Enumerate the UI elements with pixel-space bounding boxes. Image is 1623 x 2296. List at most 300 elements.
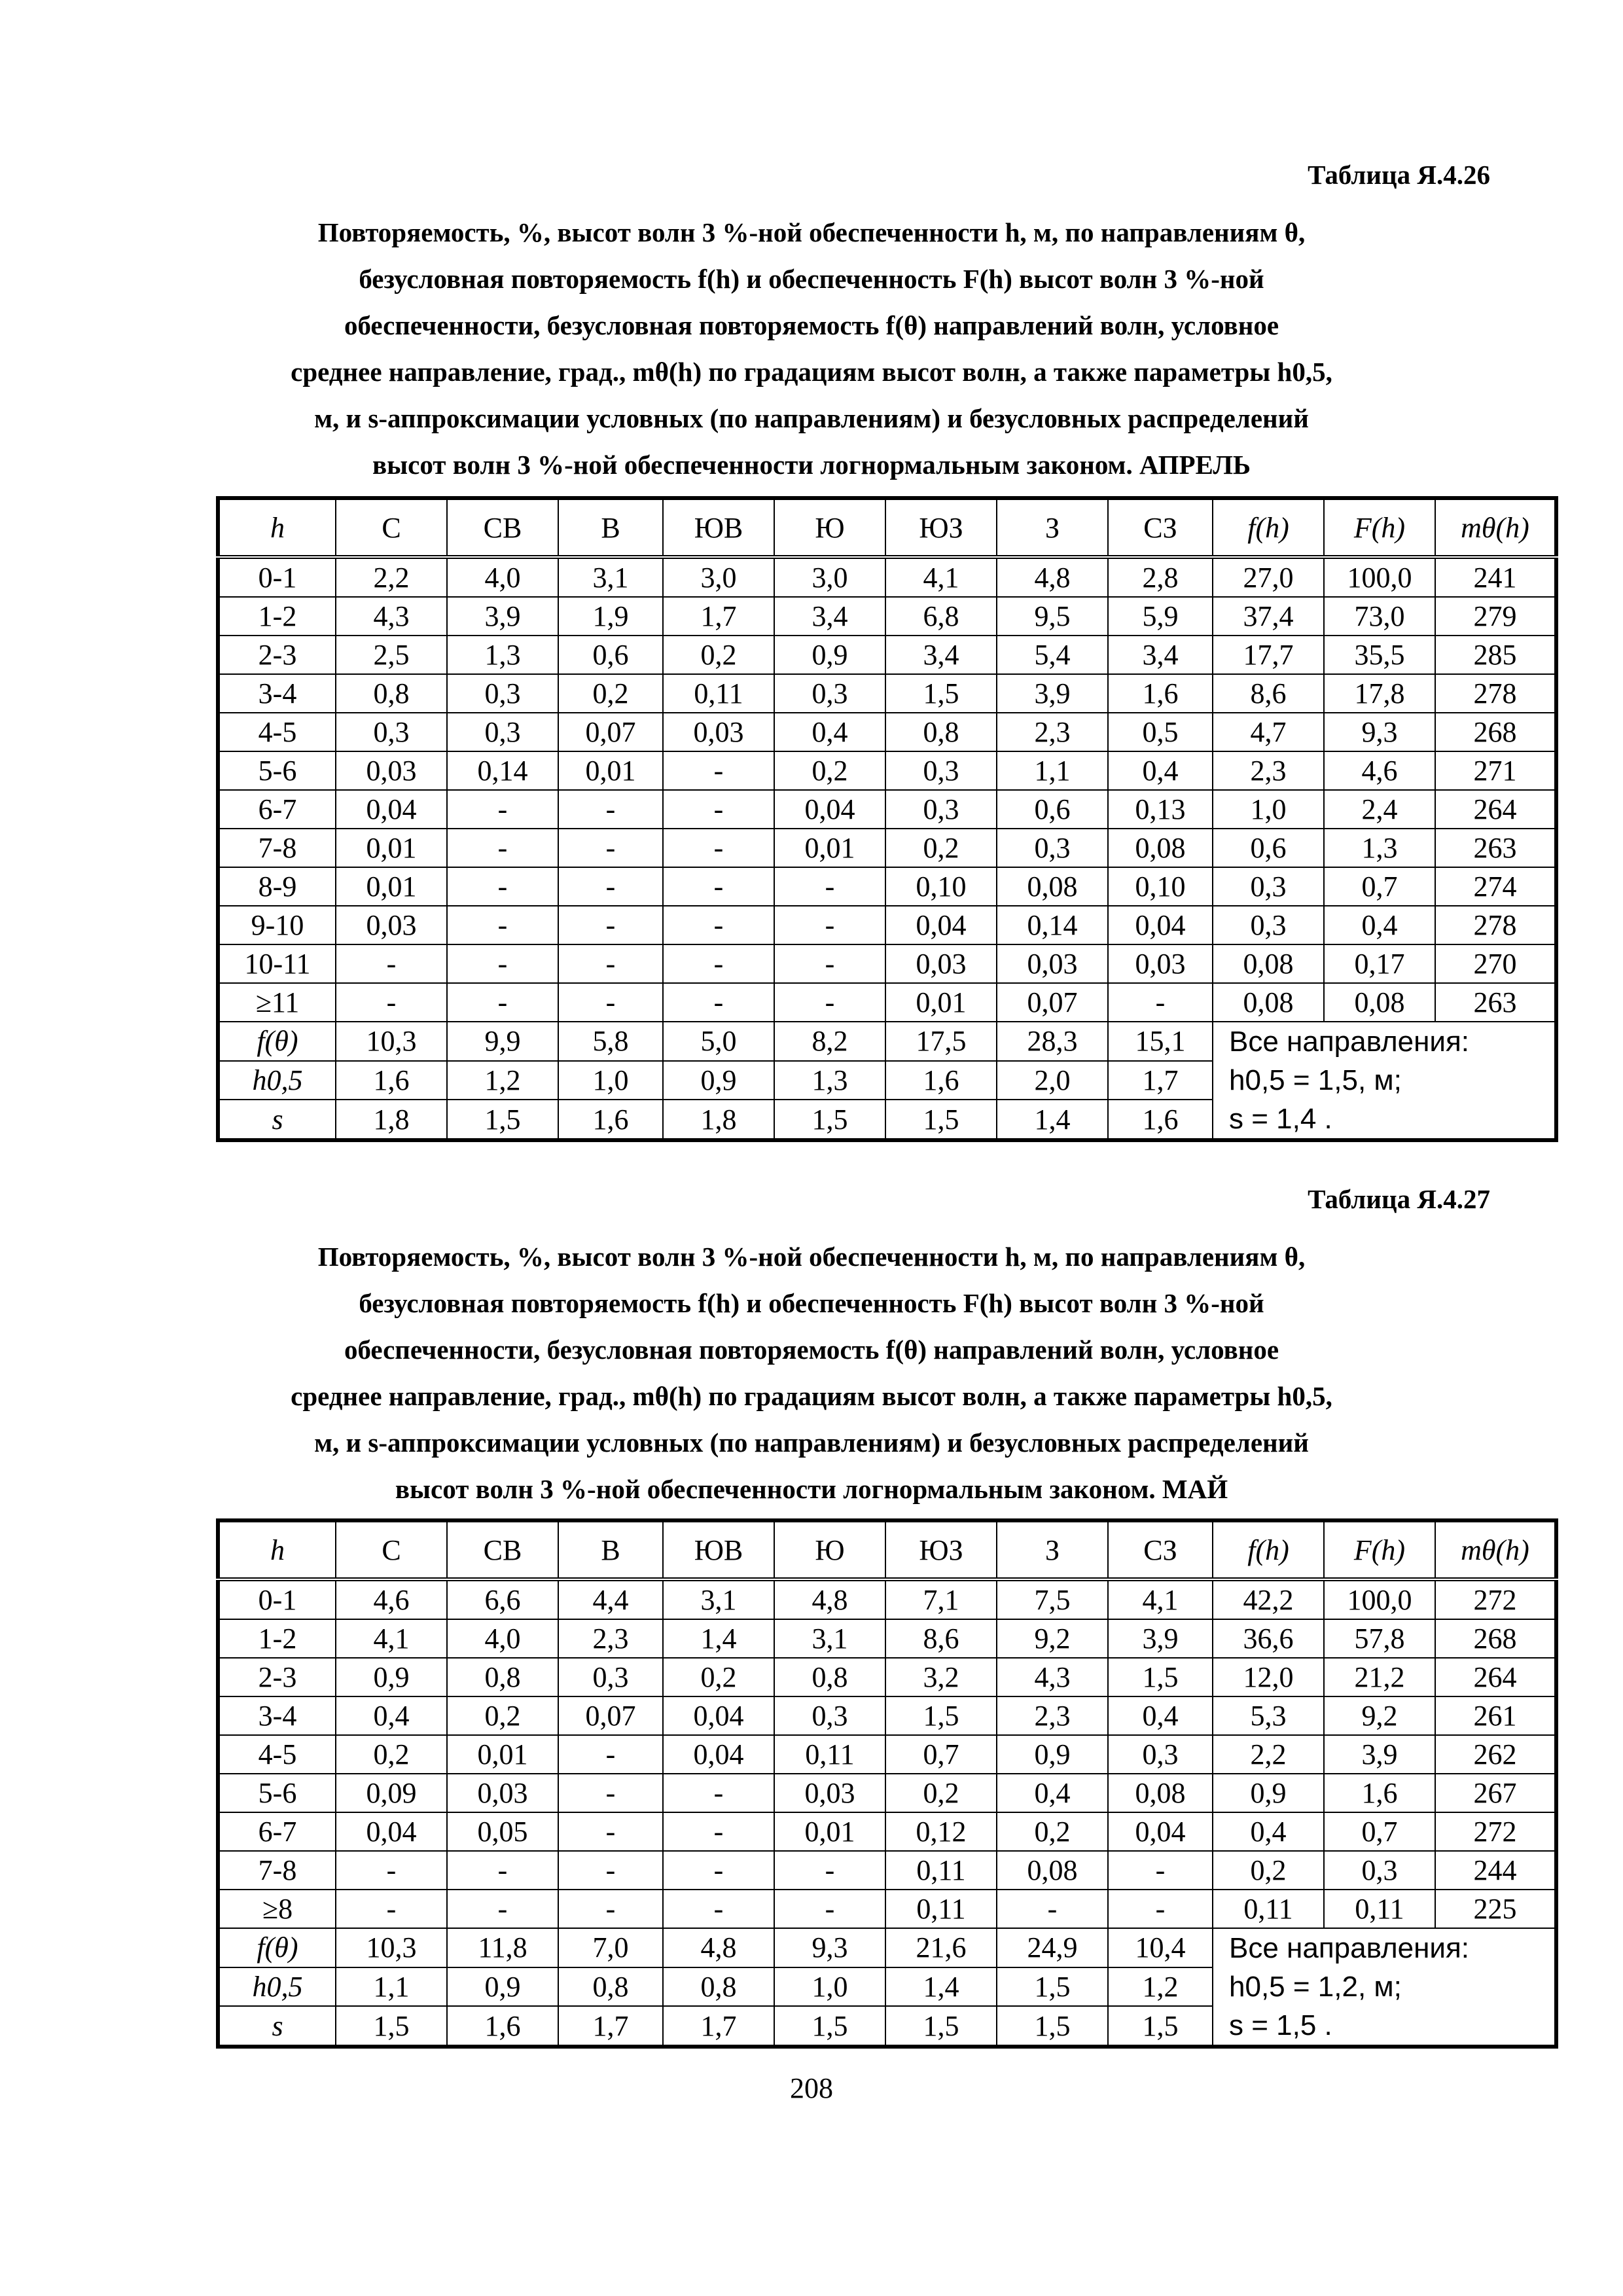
table-cell: 0,2 (558, 674, 663, 713)
table-cell: 0,11 (885, 1851, 997, 1890)
table-cell: 0,9 (997, 1735, 1108, 1774)
table-row (218, 674, 1556, 713)
table-cell: 0,3 (885, 790, 997, 829)
table-cell: - (336, 1851, 447, 1890)
table-cell: 3,4 (1108, 636, 1213, 674)
table-cell: 1,6 (885, 1061, 997, 1100)
table-cell: 0,9 (663, 1061, 774, 1100)
column-header: Ю (774, 1520, 885, 1579)
table-cell: 1,1 (997, 751, 1108, 790)
table-row (218, 944, 1556, 983)
table-cell: - (558, 944, 663, 983)
column-header: F(h) (1324, 498, 1435, 557)
table-cell: 263 (1435, 983, 1556, 1022)
table-cell: 0,01 (447, 1735, 558, 1774)
table-cell: 0,07 (997, 983, 1108, 1022)
column-header: mθ(h) (1435, 1520, 1556, 1579)
row-label: ≥11 (218, 983, 336, 1022)
table-cell: 270 (1435, 944, 1556, 983)
table-caption-1 (196, 209, 1427, 488)
table-cell: - (774, 906, 885, 944)
table-cell: 0,3 (1108, 1735, 1213, 1774)
table-cell: 0,11 (1324, 1890, 1435, 1928)
table-cell: 3,0 (663, 557, 774, 597)
table-cell: 0,01 (774, 1812, 885, 1851)
table-cell: - (558, 1735, 663, 1774)
table-cell: 0,03 (447, 1774, 558, 1812)
table-cell: 0,10 (1108, 867, 1213, 906)
table-cell: 1,5 (885, 1100, 997, 1140)
table-cell: - (558, 790, 663, 829)
table-cell: 0,3 (1213, 906, 1324, 944)
table-cell: 267 (1435, 1774, 1556, 1812)
table-cell: - (447, 790, 558, 829)
table-cell: 4,8 (997, 557, 1108, 597)
table-cell: 24,9 (997, 1928, 1108, 1967)
column-header: ЮВ (663, 498, 774, 557)
table-cell: 1,3 (774, 1061, 885, 1100)
row-label: 6-7 (218, 790, 336, 829)
table-cell: - (1108, 1851, 1213, 1890)
table-cell: 0,4 (1213, 1812, 1324, 1851)
table-cell: 9,3 (774, 1928, 885, 1967)
table-cell: 0,14 (997, 906, 1108, 944)
table-cell: - (663, 906, 774, 944)
table-cell: 3,0 (774, 557, 885, 597)
row-label: 3-4 (218, 674, 336, 713)
table-cell: 3,4 (774, 597, 885, 636)
table-cell: - (663, 983, 774, 1022)
table-cell: 0,2 (447, 1696, 558, 1735)
table-cell: 1,6 (1108, 1100, 1213, 1140)
column-header: F(h) (1324, 1520, 1435, 1579)
table-cell: 3,9 (997, 674, 1108, 713)
table-cell: 244 (1435, 1851, 1556, 1890)
table-cell: 2,3 (997, 1696, 1108, 1735)
row-label: 0-1 (218, 557, 336, 597)
table-cell: 241 (1435, 557, 1556, 597)
table-cell: 0,01 (336, 829, 447, 867)
table-cell: 1,5 (885, 1696, 997, 1735)
row-label: h0,5 (218, 1967, 336, 2007)
table-cell: 0,04 (336, 790, 447, 829)
table-row (218, 1812, 1556, 1851)
table-cell: 0,9 (774, 636, 885, 674)
table-cell: 1,3 (447, 636, 558, 674)
table-cell: 1,6 (1108, 674, 1213, 713)
table-cell: 4,4 (558, 1579, 663, 1619)
row-label: 5-6 (218, 751, 336, 790)
row-label: 2-3 (218, 636, 336, 674)
table-cell: 100,0 (1324, 1579, 1435, 1619)
table-cell: 3,9 (447, 597, 558, 636)
table-cell: 3,9 (1108, 1619, 1213, 1658)
table-cell: 1,0 (558, 1061, 663, 1100)
all-directions-line: h0,5 = 1,5, м; (1229, 1064, 1402, 1096)
column-header: СВ (447, 1520, 558, 1579)
table-cell: 0,10 (885, 867, 997, 906)
table-cell: 4,8 (774, 1579, 885, 1619)
table-cell: 35,5 (1324, 636, 1435, 674)
table-cell: 9,9 (447, 1022, 558, 1061)
table-cell: 0,17 (1324, 944, 1435, 983)
table-cell: - (663, 751, 774, 790)
table-cell: - (1108, 1890, 1213, 1928)
table-cell: 3,2 (885, 1658, 997, 1696)
table-cell: 0,07 (558, 713, 663, 751)
row-label: 9-10 (218, 906, 336, 944)
table-cell: 0,03 (336, 906, 447, 944)
table-cell: - (774, 867, 885, 906)
table-cell: 0,01 (885, 983, 997, 1022)
table-cell: 9,5 (997, 597, 1108, 636)
table-cell: 0,2 (336, 1735, 447, 1774)
caption-line: среднее направление, град., mθ(h) по градациям высот волн, а также параметры h0,5, (291, 1381, 1332, 1411)
caption-line: Повторяемость, %, высот волн 3 %-ной обеспеченности h, м, по направлениям θ, (317, 1242, 1306, 1272)
row-label: 5-6 (218, 1774, 336, 1812)
table-cell: 271 (1435, 751, 1556, 790)
table-cell: - (663, 790, 774, 829)
caption-line: Повторяемость, %, высот волн 3 %-ной обеспеченности h, м, по направлениям θ, (317, 217, 1306, 247)
row-label: h0,5 (218, 1061, 336, 1100)
table-cell: - (447, 829, 558, 867)
row-label: 3-4 (218, 1696, 336, 1735)
table-cell: 3,1 (558, 557, 663, 597)
table-cell: 0,04 (663, 1696, 774, 1735)
table-cell: 263 (1435, 829, 1556, 867)
column-header: ЮЗ (885, 498, 997, 557)
table-row (218, 636, 1556, 674)
table-cell: 0,2 (997, 1812, 1108, 1851)
table-cell: 4,3 (997, 1658, 1108, 1696)
table-cell: 1,2 (1108, 1967, 1213, 2007)
table-cell: 36,6 (1213, 1619, 1324, 1658)
table-cell: 0,08 (1324, 983, 1435, 1022)
table-cell: - (558, 829, 663, 867)
table-cell: 12,0 (1213, 1658, 1324, 1696)
table-cell: 0,08 (1213, 944, 1324, 983)
table-cell: 0,3 (774, 674, 885, 713)
table-cell: 100,0 (1324, 557, 1435, 597)
table-cell: 42,2 (1213, 1579, 1324, 1619)
table-cell: 0,7 (885, 1735, 997, 1774)
table-cell: 8,6 (885, 1619, 997, 1658)
table-cell: 278 (1435, 906, 1556, 944)
table-cell: 5,8 (558, 1022, 663, 1061)
table-cell: 10,3 (336, 1022, 447, 1061)
all-directions-line: Все направления: (1229, 1026, 1470, 1058)
table-cell: 1,6 (447, 2006, 558, 2047)
table-cell: 0,9 (447, 1967, 558, 2007)
table-cell: 1,5 (1108, 1658, 1213, 1696)
table-cell: 2,3 (997, 713, 1108, 751)
table-cell: - (558, 983, 663, 1022)
table-cell: 0,3 (336, 713, 447, 751)
table-row (218, 906, 1556, 944)
table-cell: 0,6 (997, 790, 1108, 829)
table-cell: 268 (1435, 713, 1556, 751)
table-cell: - (663, 829, 774, 867)
table-cell: 8,6 (1213, 674, 1324, 713)
column-header: f(h) (1213, 498, 1324, 557)
table-cell: 4,0 (447, 1619, 558, 1658)
table-cell: 0,8 (774, 1658, 885, 1696)
table-cell: 0,04 (1108, 1812, 1213, 1851)
caption-line: безусловная повторяемость f(h) и обеспеченность F(h) высот волн 3 %-ной (359, 1288, 1264, 1318)
table-cell: 1,0 (774, 1967, 885, 2007)
row-label: 2-3 (218, 1658, 336, 1696)
column-header: С (336, 498, 447, 557)
table-cell: - (447, 1890, 558, 1928)
table-cell: 1,3 (1324, 829, 1435, 867)
table-cell: 17,8 (1324, 674, 1435, 713)
row-label: 0-1 (218, 1579, 336, 1619)
table-cell: 1,5 (774, 1100, 885, 1140)
row-label: s (218, 2006, 336, 2047)
table-cell: 1,2 (447, 1061, 558, 1100)
f-theta-row (218, 1928, 1556, 1967)
table-cell: 10,4 (1108, 1928, 1213, 1967)
table-cell: 0,9 (336, 1658, 447, 1696)
table-row (218, 1735, 1556, 1774)
table-row (218, 867, 1556, 906)
caption-line: высот волн 3 %-ной обеспеченности логнормальным законом. МАЙ (395, 1474, 1228, 1504)
table-cell: 0,08 (1213, 983, 1324, 1022)
table-cell: 0,03 (1108, 944, 1213, 983)
table-cell: 21,6 (885, 1928, 997, 1967)
all-directions-line: h0,5 = 1,2, м; (1229, 1971, 1402, 2003)
data-table-1 (216, 496, 1558, 1142)
table-cell: 0,12 (885, 1812, 997, 1851)
table-row (218, 1619, 1556, 1658)
table-cell: 9,3 (1324, 713, 1435, 751)
table-row (218, 1774, 1556, 1812)
table-cell: 1,5 (885, 2006, 997, 2047)
column-header: ЮВ (663, 1520, 774, 1579)
table-cell: - (336, 944, 447, 983)
table-cell: 1,7 (663, 2006, 774, 2047)
table-cell: - (663, 1812, 774, 1851)
table-cell: 27,0 (1213, 557, 1324, 597)
caption-line: обеспеченности, безусловная повторяемость f(θ) направлений волн, условное (344, 1335, 1279, 1365)
table-cell: 0,7 (1324, 867, 1435, 906)
table-cell: 4,8 (663, 1928, 774, 1967)
table-cell: - (663, 944, 774, 983)
table-cell: - (663, 1890, 774, 1928)
table-cell: 268 (1435, 1619, 1556, 1658)
table-cell: 3,1 (774, 1619, 885, 1658)
row-label: 7-8 (218, 829, 336, 867)
caption-line: высот волн 3 %-ной обеспеченности логнормальным законом. АПРЕЛЬ (372, 450, 1251, 480)
column-header: Ю (774, 498, 885, 557)
table-cell: 0,4 (997, 1774, 1108, 1812)
column-header: h (218, 1520, 336, 1579)
table-cell: 8,2 (774, 1022, 885, 1061)
column-header: В (558, 498, 663, 557)
table-cell: - (663, 1851, 774, 1890)
column-header: СЗ (1108, 498, 1213, 557)
table-cell: 0,3 (447, 674, 558, 713)
table-cell: 73,0 (1324, 597, 1435, 636)
f-theta-row (218, 1022, 1556, 1061)
table-row (218, 829, 1556, 867)
table-cell: 0,3 (997, 829, 1108, 867)
column-header: h (218, 498, 336, 557)
table-cell: - (447, 867, 558, 906)
column-header: СВ (447, 498, 558, 557)
table-cell: 3,4 (885, 636, 997, 674)
table-row (218, 713, 1556, 751)
table-cell: 0,3 (558, 1658, 663, 1696)
table-cell: 0,01 (774, 829, 885, 867)
row-label: 1-2 (218, 1619, 336, 1658)
row-label: f(θ) (218, 1928, 336, 1967)
row-label: ≥8 (218, 1890, 336, 1928)
table-cell: 264 (1435, 790, 1556, 829)
table-cell: 0,01 (558, 751, 663, 790)
table-row (218, 1658, 1556, 1696)
table-cell: - (774, 1890, 885, 1928)
table-cell: 3,9 (1324, 1735, 1435, 1774)
table-cell: - (447, 906, 558, 944)
table-cell: 1,1 (336, 1967, 447, 2007)
row-label: 4-5 (218, 713, 336, 751)
table-cell: 9,2 (997, 1619, 1108, 1658)
table-cell: 4,1 (336, 1619, 447, 1658)
table-cell: 1,7 (1108, 1061, 1213, 1100)
table-cell: 0,04 (885, 906, 997, 944)
table-cell: 0,08 (997, 1851, 1108, 1890)
table-cell: - (558, 1774, 663, 1812)
table-cell: 5,9 (1108, 597, 1213, 636)
column-header: ЮЗ (885, 1520, 997, 1579)
table-cell: - (558, 1890, 663, 1928)
table-cell: 0,11 (1213, 1890, 1324, 1928)
data-table-2 (216, 1518, 1558, 2049)
caption-line: безусловная повторяемость f(h) и обеспеченность F(h) высот волн 3 %-ной (359, 264, 1264, 294)
table-cell: 1,0 (1213, 790, 1324, 829)
table-cell: 0,07 (558, 1696, 663, 1735)
column-header: mθ(h) (1435, 498, 1556, 557)
table-cell: - (1108, 983, 1213, 1022)
table-cell: 37,4 (1213, 597, 1324, 636)
table-cell: 264 (1435, 1658, 1556, 1696)
table-cell: 262 (1435, 1735, 1556, 1774)
table-cell: 0,8 (885, 713, 997, 751)
table-cell: 6,8 (885, 597, 997, 636)
table-cell: 0,03 (336, 751, 447, 790)
table-cell: 0,4 (1108, 1696, 1213, 1735)
table-cell: 0,3 (1324, 1851, 1435, 1890)
table-cell: 15,1 (1108, 1022, 1213, 1061)
table-cell: 0,05 (447, 1812, 558, 1851)
table-cell: - (558, 1812, 663, 1851)
table-cell: 4,3 (336, 597, 447, 636)
table-cell: 5,4 (997, 636, 1108, 674)
table-cell: 261 (1435, 1696, 1556, 1735)
table-cell: - (336, 1890, 447, 1928)
table-cell: 0,11 (885, 1890, 997, 1928)
table-caption-2 (196, 1234, 1427, 1513)
table-cell: 21,2 (1324, 1658, 1435, 1696)
caption-line: м, и s-аппроксимации условных (по направлениям) и безусловных распределений (314, 403, 1309, 433)
row-label: f(θ) (218, 1022, 336, 1061)
table-cell: - (774, 1851, 885, 1890)
table-cell: 0,8 (558, 1967, 663, 2007)
table-cell: 0,04 (774, 790, 885, 829)
all-directions-cell (1213, 1928, 1556, 2047)
table-header-row (218, 498, 1556, 557)
table-cell: 17,7 (1213, 636, 1324, 674)
table-cell: 278 (1435, 674, 1556, 713)
table-cell: - (663, 1774, 774, 1812)
table-cell: 4,1 (1108, 1579, 1213, 1619)
table-cell: 1,6 (336, 1061, 447, 1100)
table-row (218, 751, 1556, 790)
table-cell: 1,4 (885, 1967, 997, 2007)
table-cell: 0,11 (663, 674, 774, 713)
table-header-row (218, 1520, 1556, 1579)
table-cell: 0,13 (1108, 790, 1213, 829)
row-label: 10-11 (218, 944, 336, 983)
table-row (218, 557, 1556, 597)
table-cell: 0,03 (774, 1774, 885, 1812)
table-cell: - (663, 867, 774, 906)
table-cell: 0,6 (1213, 829, 1324, 867)
table-cell: 285 (1435, 636, 1556, 674)
table-cell: 0,3 (774, 1696, 885, 1735)
table-cell: - (774, 983, 885, 1022)
table-label-2: Таблица Я.4.27 (1308, 1184, 1490, 1214)
table-cell: - (336, 983, 447, 1022)
table-cell: 4,7 (1213, 713, 1324, 751)
table-cell: - (997, 1890, 1108, 1928)
table-cell: 4,1 (885, 557, 997, 597)
table-cell: - (558, 867, 663, 906)
table-cell: 2,2 (1213, 1735, 1324, 1774)
table-cell: 9,2 (1324, 1696, 1435, 1735)
table-row (218, 1696, 1556, 1735)
caption-line: м, и s-аппроксимации условных (по направлениям) и безусловных распределений (314, 1427, 1309, 1458)
column-header: В (558, 1520, 663, 1579)
table-cell: 0,8 (663, 1967, 774, 2007)
table-cell: 0,4 (774, 713, 885, 751)
table-cell: - (558, 1851, 663, 1890)
table-cell: 0,04 (336, 1812, 447, 1851)
table-cell: 4,6 (1324, 751, 1435, 790)
table-cell: 10,3 (336, 1928, 447, 1967)
table-cell: 0,08 (1108, 1774, 1213, 1812)
table-cell: 11,8 (447, 1928, 558, 1967)
column-header: З (997, 1520, 1108, 1579)
table-cell: 57,8 (1324, 1619, 1435, 1658)
table-cell: 7,1 (885, 1579, 997, 1619)
table-cell: 0,4 (1324, 906, 1435, 944)
table-cell: 4,6 (336, 1579, 447, 1619)
table-row (218, 597, 1556, 636)
table-cell: 0,03 (663, 713, 774, 751)
table-row (218, 1890, 1556, 1928)
table-cell: 0,08 (997, 867, 1108, 906)
table-cell: 0,3 (885, 751, 997, 790)
table-cell: 1,4 (663, 1619, 774, 1658)
table-cell: 0,3 (447, 713, 558, 751)
table-cell: 0,11 (774, 1735, 885, 1774)
table-cell: 0,3 (1213, 867, 1324, 906)
table-cell: 1,6 (1324, 1774, 1435, 1812)
table-cell: 0,5 (1108, 713, 1213, 751)
all-directions-line: s = 1,5 . (1229, 2009, 1332, 2041)
